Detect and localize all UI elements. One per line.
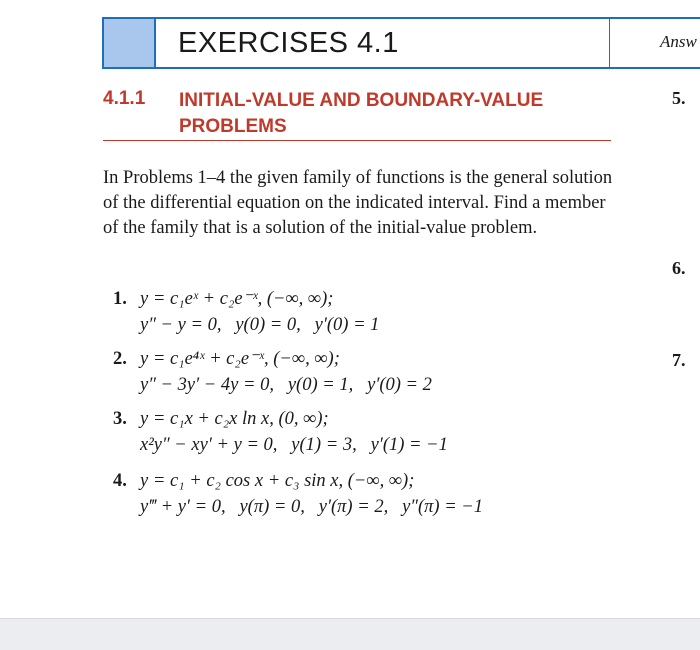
problem-conditions: y‴ + y′ = 0, y(π) = 0, y′(π) = 2, y″(π) = −1 [140, 497, 484, 517]
bottom-band [0, 618, 700, 650]
header-color-swatch [104, 19, 156, 67]
page-title: EXERCISES 4.1 [178, 26, 399, 59]
problem-family: y = c₁e⁴ˣ + c₂e⁻ˣ, (−∞, ∞); [140, 349, 340, 369]
problem-family: y = c₁eˣ + c₂e⁻ˣ, (−∞, ∞); [140, 289, 334, 309]
margin-problem-number: 5. [672, 88, 686, 108]
margin-problem-number: 6. [672, 258, 686, 278]
problem-family: y = c₁ + c₂ cos x + c₃ sin x, (−∞, ∞); [140, 471, 415, 491]
problem-family: y = c₁x + c₂x ln x, (0, ∞); [140, 409, 329, 429]
problem-number: 3. [113, 409, 127, 429]
problem-item [113, 286, 379, 338]
problem-number: 2. [113, 349, 127, 369]
intro-paragraph: In Problems 1–4 the given family of functions is the general solution of the differential equation on the indicated interval. Find a member of the family that is a solution of the initial-value problem. [103, 168, 613, 238]
bottom-band-divider [0, 618, 700, 619]
problem-item [113, 468, 483, 520]
answers-column-label: Answ [660, 32, 697, 51]
problem-conditions: y″ − 3y′ − 4y = 0, y(0) = 1, y′(0) = 2 [140, 375, 432, 395]
section-number: 4.1.1 [103, 88, 146, 109]
margin-problem-number: 7. [672, 350, 686, 370]
problem-number: 1. [113, 289, 127, 309]
problem-item [113, 346, 432, 398]
exercises-header [102, 17, 700, 69]
header-divider [609, 19, 610, 67]
problem-item [113, 406, 448, 458]
problem-conditions: y″ − y = 0, y(0) = 0, y′(0) = 1 [140, 315, 380, 335]
section-rule [103, 140, 611, 141]
section-title: INITIAL-VALUE AND BOUNDARY-VALUE PROBLEMS [179, 90, 544, 137]
problem-number: 4. [113, 471, 127, 491]
problem-conditions: x²y″ − xy′ + y = 0, y(1) = 3, y′(1) = −1 [140, 435, 448, 455]
